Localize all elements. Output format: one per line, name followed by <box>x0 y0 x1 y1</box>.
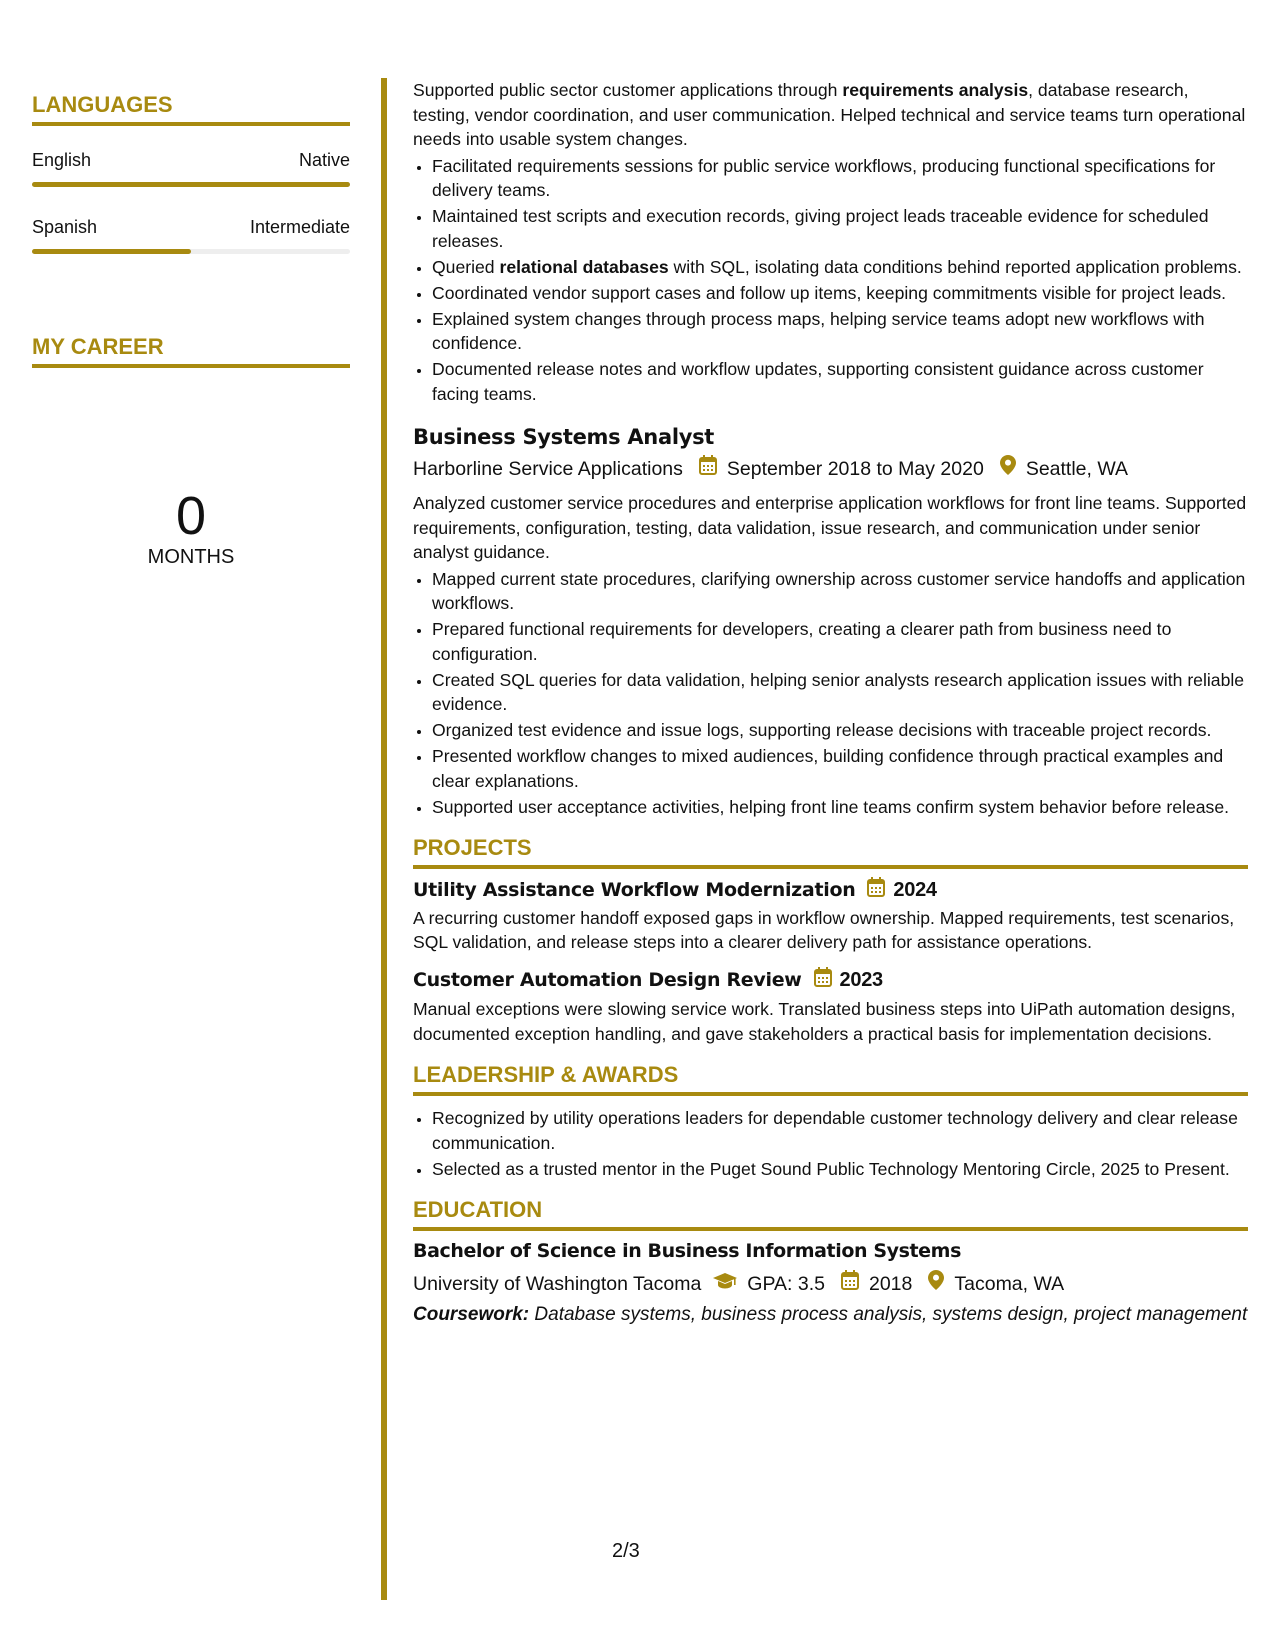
project-title: Customer Automation Design Review <box>413 968 802 991</box>
column-divider <box>381 78 387 1600</box>
project-title: Utility Assistance Workflow Modernization <box>413 879 856 901</box>
list-item: • Facilitated requirements sessions for public service workflows, producing functional specifications for delivery teams. <box>432 154 1248 203</box>
leadership-bullets <box>413 1106 1248 1181</box>
project-year: 2024 <box>893 879 937 901</box>
list-item: • Organized test evidence and issue logs, supporting release decisions with traceable project records. <box>432 718 1248 743</box>
list-item: • Created SQL queries for data validation, helping senior analysts research application issues with reliable evidence. <box>432 668 1248 717</box>
job-title: Business Systems Analyst <box>413 425 715 449</box>
list-item: • Selected as a trusted mentor in the Puget Sound Public Technology Mentoring Circle, 2025 to Present. <box>432 1157 1248 1182</box>
job-summary: Analyzed customer service procedures and enterprise application workflows for front line teams. Supported requirements, configuration, testing, data validation, issue research, and communication under senior analyst guidance. <box>413 493 1247 562</box>
project-title-row <box>413 967 1248 994</box>
list-item: • Presented workflow changes to mixed audiences, building confidence through practical examples and clear explanations. <box>432 744 1248 793</box>
location-pin-icon <box>1000 455 1016 483</box>
project-title-row <box>413 877 1248 904</box>
main-content <box>413 78 1248 1327</box>
calendar-icon <box>814 967 832 994</box>
career-duration-value: 0 <box>175 486 207 546</box>
page-number: 2/3 <box>612 1540 640 1562</box>
project-year: 2023 <box>839 968 883 991</box>
list-item: • Maintained test scripts and execution records, giving project leads traceable evidence for scheduled releases. <box>432 204 1248 253</box>
job-meta <box>413 455 1248 483</box>
project-description: Manual exceptions were slowing service work. Translated business steps into UiPath automation designs, documented exception handling, and gave stakeholders a practical basis for implementation decisions. <box>413 999 1236 1044</box>
coursework <box>413 1302 1248 1327</box>
list-item: • Explained system changes through process maps, helping service teams adopt new workflows with confidence. <box>432 307 1248 356</box>
previous-job-bullets <box>413 154 1248 407</box>
calendar-icon <box>841 1270 859 1298</box>
leadership-heading: LEADERSHIP & AWARDS <box>413 1060 1248 1096</box>
school-name: University of Washington Tacoma <box>413 1272 702 1295</box>
list-item: • Recognized by utility operations leaders for dependable customer technology delivery and clear release communication. <box>432 1106 1248 1155</box>
education-location: Tacoma, WA <box>954 1272 1065 1295</box>
job-bullets <box>413 567 1248 820</box>
list-item: • Coordinated vendor support cases and follow up items, keeping commitments visible for project leads. <box>432 281 1248 306</box>
calendar-icon <box>867 877 885 904</box>
coursework-label: Coursework: <box>413 1303 530 1325</box>
calendar-icon <box>699 455 717 483</box>
career-duration-unit: MONTHS <box>147 546 235 568</box>
language-proficiency-bar <box>32 249 350 254</box>
job-location: Seattle, WA <box>1025 458 1129 480</box>
graduation-year: 2018 <box>868 1272 913 1295</box>
list-item: • Mapped current state procedures, clarifying ownership across customer service handoffs and application workflows. <box>432 567 1248 616</box>
degree-title: Bachelor of Science in Business Information Systems <box>413 1240 961 1262</box>
location-pin-icon <box>928 1270 944 1298</box>
coursework-text: Database systems, business process analysis, systems design, project management <box>529 1303 1248 1325</box>
list-item: • Documented release notes and workflow updates, supporting consistent guidance across customer facing teams. <box>432 357 1248 406</box>
language-proficiency-fill <box>32 182 350 187</box>
projects-heading: PROJECTS <box>413 833 1248 869</box>
list-item: • Queried relational databases with SQL, isolating data conditions behind reported application problems. <box>432 255 1248 280</box>
list-item: • Prepared functional requirements for developers, creating a clearer path from business need to configuration. <box>432 617 1248 666</box>
graduation-cap-icon <box>713 1270 737 1298</box>
language-item <box>32 215 350 254</box>
language-name: Spanish <box>32 217 98 237</box>
language-level: Native <box>298 150 350 170</box>
career-heading: MY CAREER <box>32 332 350 368</box>
language-item <box>32 148 350 187</box>
list-item: • Supported user acceptance activities, helping front line teams confirm system behavior before release. <box>432 795 1248 820</box>
education-heading: EDUCATION <box>413 1195 1248 1231</box>
language-proficiency-bar <box>32 182 350 187</box>
company-name: Harborline Service Applications <box>413 458 683 480</box>
language-name: English <box>32 150 92 170</box>
language-level: Intermediate <box>249 217 350 237</box>
previous-job-summary: Supported public sector customer applications through requirements analysis, database research, testing, vendor coordination, and user communication. Helped technical and service teams turn operational needs into usable system changes. <box>413 80 1246 149</box>
project-description: A recurring customer handoff exposed gaps in workflow ownership. Mapped requirements, test scenarios, SQL validation, and release steps into a clearer delivery path for assistance operations. <box>413 907 1235 952</box>
job-dates: September 2018 to May 2020 <box>726 458 984 480</box>
sidebar <box>32 90 350 569</box>
languages-heading: LANGUAGES <box>32 90 350 126</box>
gpa: GPA: 3.5 <box>747 1272 825 1295</box>
education-meta <box>413 1270 1248 1298</box>
language-proficiency-fill <box>32 249 191 254</box>
